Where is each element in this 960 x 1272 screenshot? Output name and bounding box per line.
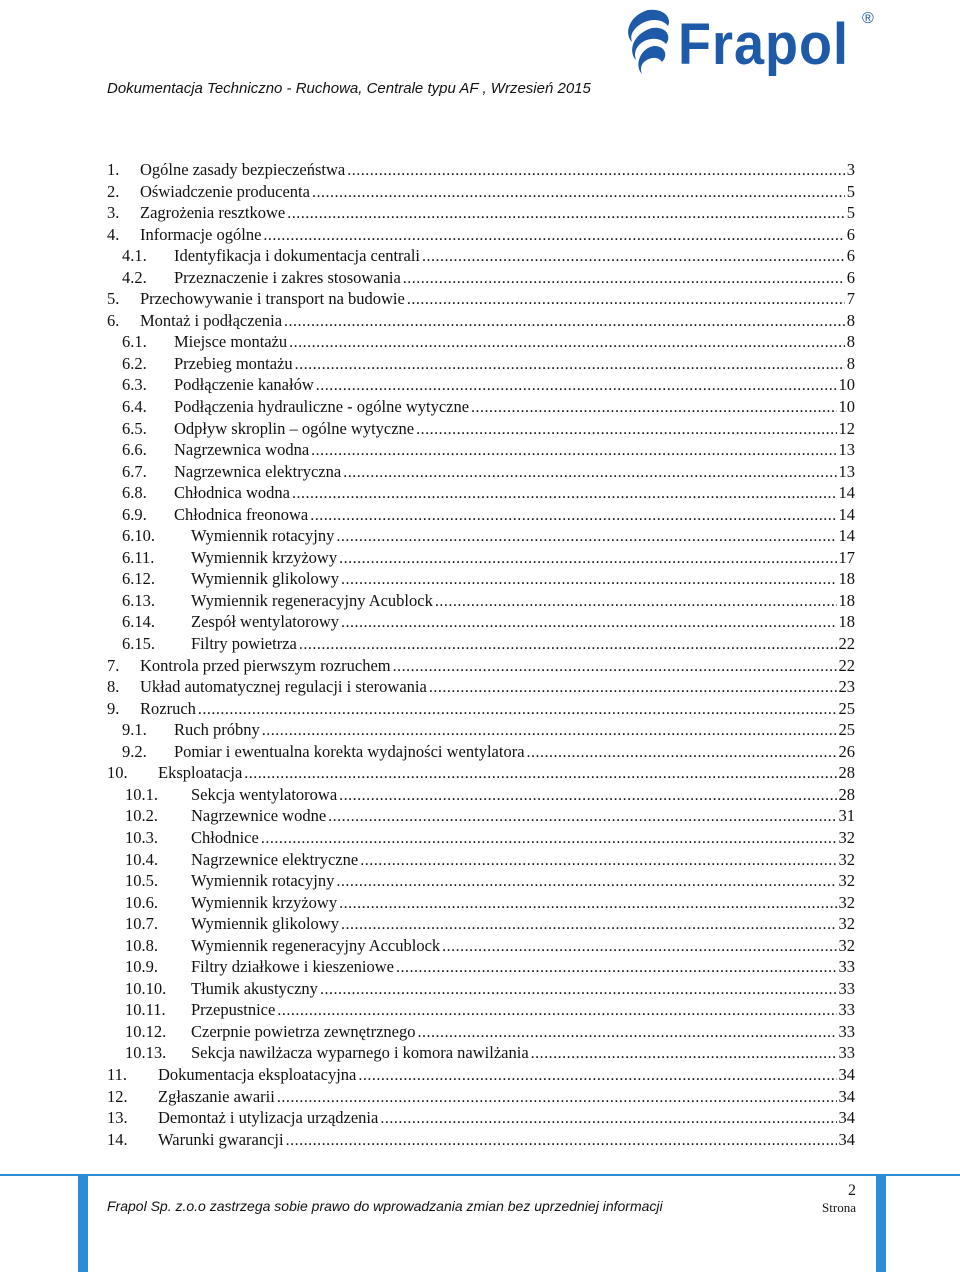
toc-entry-title: Wymiennik glikolowy: [191, 914, 339, 934]
toc-entry-title: Przebieg montażu: [174, 353, 293, 373]
toc-entry-number: 10.: [107, 763, 128, 783]
toc-entry-number: 6.11.: [122, 547, 155, 567]
toc-leader-dots: [407, 289, 845, 311]
toc-entry-number: 6.1.: [122, 332, 147, 352]
toc-entry-number: 6.13.: [122, 590, 155, 610]
toc-entry-page: 6: [846, 246, 855, 266]
toc-entry-title: Montaż i podłączenia: [140, 310, 283, 330]
toc-leader-dots: [262, 720, 837, 742]
toc-entry-number: 3.: [107, 203, 120, 223]
toc-entry-number: 10.10.: [125, 978, 167, 998]
toc-leader-dots: [316, 375, 837, 397]
toc-entry-number: 6.9.: [122, 504, 147, 524]
toc-entry[interactable]: [107, 935, 855, 957]
toc-entry[interactable]: [107, 892, 855, 914]
toc-entry-title: Tłumik akustyczny: [191, 978, 318, 998]
toc-entry-number: 4.2.: [122, 267, 147, 287]
toc-entry[interactable]: [107, 849, 855, 871]
toc-entry[interactable]: [107, 374, 855, 396]
toc-entry-number: 6.14.: [122, 612, 155, 632]
toc-entry[interactable]: [107, 827, 855, 849]
toc-entry-title: Sekcja nawilżacza wyparnego i komora nawilżania: [191, 1043, 529, 1063]
toc-entry-title: Wymiennik krzyżowy: [191, 892, 338, 912]
toc-entry[interactable]: [107, 396, 855, 418]
toc-leader-dots: [336, 871, 836, 893]
toc-leader-dots: [416, 419, 836, 441]
toc-entry-title: Ruch próbny: [174, 720, 260, 740]
toc-entry-page: 33: [838, 957, 855, 977]
toc-entry-title: Sekcja wentylatorowa: [191, 784, 338, 804]
toc-entry-number: 13.: [107, 1108, 128, 1128]
toc-entry-title: Nagrzewnice elektryczne: [191, 849, 359, 869]
toc-entry-title: Zgłaszanie awarii: [158, 1086, 275, 1106]
toc-entry-number: 11.: [107, 1064, 128, 1084]
toc-entry[interactable]: [107, 762, 855, 784]
toc-leader-dots: [277, 1000, 836, 1022]
toc-entry-page: 32: [838, 849, 855, 869]
toc-entry-number: 4.: [107, 224, 120, 244]
toc-entry[interactable]: [107, 310, 855, 332]
toc-leader-dots: [358, 1065, 836, 1087]
toc-entry-number: 10.12.: [125, 1021, 167, 1041]
toc-leader-dots: [429, 677, 837, 699]
toc-entry-page: 32: [838, 871, 855, 891]
toc-entry[interactable]: [107, 159, 855, 181]
toc-entry[interactable]: [107, 611, 855, 633]
toc-entry-number: 7.: [107, 655, 120, 675]
toc-entry-title: Czerpnie powietrza zewnętrznego: [191, 1021, 416, 1041]
toc-entry-title: Wymiennik glikolowy: [191, 569, 339, 589]
toc-entry[interactable]: [107, 805, 855, 827]
toc-entry-number: 10.6.: [125, 892, 158, 912]
toc-entry[interactable]: [107, 418, 855, 440]
toc-entry-title: Wymiennik krzyżowy: [191, 547, 338, 567]
frapol-logo-text: Frapol: [678, 12, 850, 78]
footer-left-bar: [78, 1176, 88, 1272]
toc-entry-title: Podłączenie kanałów: [174, 375, 314, 395]
toc-entry[interactable]: [107, 525, 855, 547]
toc-leader-dots: [471, 397, 836, 419]
toc-entry[interactable]: [107, 331, 855, 353]
toc-leader-dots: [393, 656, 837, 678]
toc-entry-page: 34: [838, 1129, 855, 1149]
toc-entry[interactable]: [107, 1064, 855, 1086]
toc-entry-page: 33: [838, 978, 855, 998]
toc-entry-number: 6.6.: [122, 440, 147, 460]
toc-entry-title: Wymiennik regeneracyjny Acublock: [191, 590, 433, 610]
toc-entry[interactable]: [107, 482, 855, 504]
toc-leader-dots: [277, 1087, 837, 1109]
page-number: 2: [848, 1182, 856, 1199]
toc-entry[interactable]: [107, 288, 855, 310]
toc-entry-title: Identyfikacja i dokumentacja centrali: [174, 246, 421, 266]
toc-entry-number: 10.11.: [125, 1000, 166, 1020]
toc-leader-dots: [341, 612, 836, 634]
toc-entry-number: 10.13.: [125, 1043, 167, 1063]
table-of-contents: [107, 159, 855, 1150]
toc-leader-dots: [339, 893, 836, 915]
toc-entry-title: Filtry powietrza: [191, 634, 297, 654]
toc-leader-dots: [284, 311, 845, 333]
page-label: Strona: [822, 1200, 856, 1215]
toc-entry-number: 10.4.: [125, 849, 158, 869]
toc-entry-title: Zagrożenia resztkowe: [140, 203, 286, 223]
toc-leader-dots: [299, 634, 837, 656]
toc-leader-dots: [339, 548, 836, 570]
toc-entry-number: 9.1.: [122, 720, 147, 740]
toc-entry[interactable]: [107, 784, 855, 806]
toc-entry-number: 5.: [107, 289, 120, 309]
toc-leader-dots: [341, 569, 837, 591]
toc-entry-page: 32: [838, 827, 855, 847]
toc-leader-dots: [442, 936, 836, 958]
toc-entry-page: 32: [838, 914, 855, 934]
frapol-logo: [618, 4, 888, 82]
toc-entry-number: 2.: [107, 181, 120, 201]
toc-entry-page: 22: [838, 634, 855, 654]
document-title: Dokumentacja Techniczno - Ruchowa, Centrale typu AF , Wrzesień 2015: [107, 80, 591, 97]
toc-entry-page: 3: [846, 160, 855, 179]
toc-entry-number: 10.5.: [125, 871, 158, 891]
toc-entry-page: 10: [838, 375, 855, 395]
toc-entry-number: 4.1.: [122, 246, 147, 266]
toc-leader-dots: [435, 591, 837, 613]
toc-entry-page: 18: [838, 590, 855, 610]
toc-entry-page: 34: [838, 1064, 855, 1084]
toc-entry-title: Kontrola przed pierwszym rozruchem: [140, 655, 391, 675]
toc-entry-number: 10.2.: [125, 806, 158, 826]
toc-entry[interactable]: [107, 547, 855, 569]
toc-entry-page: 6: [846, 267, 855, 287]
toc-entry-number: 1.: [107, 160, 120, 179]
toc-entry-title: Dokumentacja eksploatacyjna: [158, 1064, 357, 1084]
toc-entry-number: 10.9.: [125, 957, 158, 977]
toc-entry-page: 25: [838, 698, 855, 718]
toc-entry-title: Wymiennik rotacyjny: [191, 526, 335, 546]
footer-divider: [0, 1174, 960, 1176]
toc-entry-number: 10.1.: [125, 784, 158, 804]
toc-entry-number: 6.15.: [122, 634, 155, 654]
toc-entry[interactable]: [107, 698, 855, 720]
toc-entry-page: 32: [838, 935, 855, 955]
toc-leader-dots: [360, 850, 836, 872]
toc-entry-page: 28: [838, 784, 855, 804]
toc-entry[interactable]: [107, 1021, 855, 1043]
toc-leader-dots: [396, 957, 837, 979]
toc-entry-title: Wymiennik rotacyjny: [191, 871, 335, 891]
toc-entry[interactable]: [107, 978, 855, 1000]
toc-leader-dots: [289, 332, 845, 354]
toc-entry-number: 10.7.: [125, 914, 158, 934]
toc-entry-page: 8: [846, 310, 855, 330]
toc-leader-dots: [295, 354, 845, 376]
toc-leader-dots: [343, 462, 836, 484]
toc-entry-number: 6.2.: [122, 353, 147, 373]
toc-entry-title: Chłodnica freonowa: [174, 504, 309, 524]
toc-entry-page: 13: [838, 461, 855, 481]
toc-entry-title: Układ automatycznej regulacji i sterowania: [140, 677, 427, 697]
frapol-logo-mark-icon: [618, 6, 674, 76]
toc-leader-dots: [320, 979, 837, 1001]
toc-entry[interactable]: [107, 439, 855, 461]
toc-entry[interactable]: [107, 913, 855, 935]
toc-entry-title: Podłączenia hydrauliczne - ogólne wytyczne: [174, 397, 470, 417]
toc-entry-title: Przechowywanie i transport na budowie: [140, 289, 405, 309]
toc-entry-page: 31: [838, 806, 855, 826]
footer-right-bar: [876, 1176, 886, 1272]
toc-entry[interactable]: [107, 676, 855, 698]
toc-leader-dots: [380, 1108, 836, 1130]
toc-entry[interactable]: [107, 655, 855, 677]
toc-entry-page: 14: [838, 483, 855, 503]
toc-entry[interactable]: [107, 568, 855, 590]
toc-entry[interactable]: [107, 741, 855, 763]
toc-leader-dots: [310, 505, 836, 527]
toc-entry-page: 23: [838, 677, 855, 697]
toc-entry-page: 13: [838, 440, 855, 460]
toc-entry[interactable]: [107, 870, 855, 892]
toc-entry-page: 26: [838, 741, 855, 761]
toc-entry-number: 6.5.: [122, 418, 147, 438]
toc-entry-title: Informacje ogólne: [140, 224, 262, 244]
toc-entry-title: Chłodnice: [191, 827, 259, 847]
toc-leader-dots: [417, 1022, 836, 1044]
toc-entry-page: 5: [846, 181, 855, 201]
toc-entry-title: Przepustnice: [191, 1000, 276, 1020]
toc-entry-page: 10: [838, 397, 855, 417]
toc-entry-number: 6.: [107, 310, 120, 330]
toc-entry-number: 6.12.: [122, 569, 155, 589]
toc-entry[interactable]: [107, 181, 855, 203]
toc-entry-number: 14.: [107, 1129, 128, 1149]
toc-entry[interactable]: [107, 202, 855, 224]
toc-entry-page: 25: [838, 720, 855, 740]
toc-entry-page: 17: [838, 547, 855, 567]
toc-entry-page: 18: [838, 569, 855, 589]
toc-entry[interactable]: [107, 1086, 855, 1108]
toc-entry[interactable]: [107, 224, 855, 246]
toc-entry-title: Ogólne zasady bezpieczeństwa: [140, 160, 346, 179]
toc-entry-page: 8: [846, 332, 855, 352]
toc-entry[interactable]: [107, 999, 855, 1021]
toc-entry-title: Nagrzewnica wodna: [174, 440, 310, 460]
toc-leader-dots: [311, 440, 836, 462]
toc-entry[interactable]: [107, 504, 855, 526]
toc-leader-dots: [403, 268, 845, 290]
toc-entry[interactable]: [107, 1129, 855, 1151]
toc-entry-page: 34: [838, 1086, 855, 1106]
toc-entry-title: Eksploatacja: [158, 763, 243, 783]
toc-entry-page: 33: [838, 1000, 855, 1020]
toc-leader-dots: [328, 806, 836, 828]
toc-leader-dots: [286, 1130, 837, 1152]
toc-entry[interactable]: [107, 461, 855, 483]
toc-leader-dots: [527, 742, 837, 764]
toc-entry-title: Miejsce montażu: [174, 332, 288, 352]
toc-leader-dots: [198, 699, 837, 721]
toc-entry-page: 5: [846, 203, 855, 223]
toc-entry-number: 8.: [107, 677, 120, 697]
toc-entry-title: Demontaż i utylizacja urządzenia: [158, 1108, 379, 1128]
toc-entry[interactable]: [107, 267, 855, 289]
toc-leader-dots: [336, 526, 836, 548]
toc-entry-number: 10.3.: [125, 827, 158, 847]
toc-entry-number: 6.7.: [122, 461, 147, 481]
toc-entry-page: 8: [846, 353, 855, 373]
toc-entry-number: 6.3.: [122, 375, 147, 395]
toc-entry[interactable]: [107, 1042, 855, 1064]
toc-entry-title: Przeznaczenie i zakres stosowania: [174, 267, 401, 287]
toc-leader-dots: [422, 246, 845, 268]
toc-entry-page: 33: [838, 1021, 855, 1041]
toc-entry-title: Pomiar i ewentualna korekta wydajności wentylatora: [174, 741, 525, 761]
toc-entry[interactable]: [107, 590, 855, 612]
toc-entry-page: 32: [838, 892, 855, 912]
toc-entry-page: 28: [838, 763, 855, 783]
toc-leader-dots: [263, 225, 844, 247]
toc-entry-page: 33: [838, 1043, 855, 1063]
toc-entry-number: 6.8.: [122, 483, 147, 503]
toc-leader-dots: [341, 914, 837, 936]
toc-entry-number: 6.10.: [122, 526, 155, 546]
toc-entry-number: 6.4.: [122, 397, 147, 417]
toc-entry[interactable]: [107, 956, 855, 978]
toc-entry-page: 18: [838, 612, 855, 632]
toc-entry[interactable]: [107, 719, 855, 741]
toc-entry-page: 12: [838, 418, 855, 438]
registered-mark: ®: [862, 10, 874, 27]
toc-leader-dots: [287, 203, 845, 225]
toc-entry-page: 7: [846, 289, 855, 309]
toc-entry-page: 22: [838, 655, 855, 675]
toc-leader-dots: [261, 828, 837, 850]
toc-entry[interactable]: [107, 1107, 855, 1129]
toc-entry-title: Odpływ skroplin – ogólne wytyczne: [174, 418, 415, 438]
toc-entry-title: Nagrzewnica elektryczna: [174, 461, 342, 481]
toc-leader-dots: [347, 160, 845, 182]
toc-entry-page: 14: [838, 526, 855, 546]
toc-leader-dots: [312, 182, 845, 204]
toc-entry-title: Zespół wentylatorowy: [191, 612, 340, 632]
toc-entry-title: Rozruch: [140, 698, 196, 718]
toc-entry-page: 14: [838, 504, 855, 524]
toc-entry-title: Oświadczenie producenta: [140, 181, 310, 201]
toc-entry-number: 10.8.: [125, 935, 158, 955]
toc-entry-title: Filtry działkowe i kieszeniowe: [191, 957, 394, 977]
toc-entry-title: Wymiennik regeneracyjny Accublock: [191, 935, 441, 955]
toc-entry-title: Warunki gwarancji: [158, 1129, 284, 1149]
footer-notice: Frapol Sp. z.o.o zastrzega sobie prawo do wprowadzania zmian bez uprzedniej informacji: [107, 1198, 663, 1214]
toc-leader-dots: [292, 483, 837, 505]
toc-entry-page: 34: [838, 1108, 855, 1128]
toc-entry[interactable]: [107, 245, 855, 267]
toc-entry[interactable]: [107, 633, 855, 655]
toc-leader-dots: [244, 763, 836, 785]
toc-entry-title: Chłodnica wodna: [174, 483, 290, 503]
toc-leader-dots: [531, 1043, 837, 1065]
toc-entry-number: 9.: [107, 698, 120, 718]
toc-entry-number: 12.: [107, 1086, 128, 1106]
toc-entry-page: 6: [846, 224, 855, 244]
toc-leader-dots: [339, 785, 836, 807]
toc-entry[interactable]: [107, 353, 855, 375]
toc-entry-number: 9.2.: [122, 741, 147, 761]
toc-entry-title: Nagrzewnice wodne: [191, 806, 327, 826]
